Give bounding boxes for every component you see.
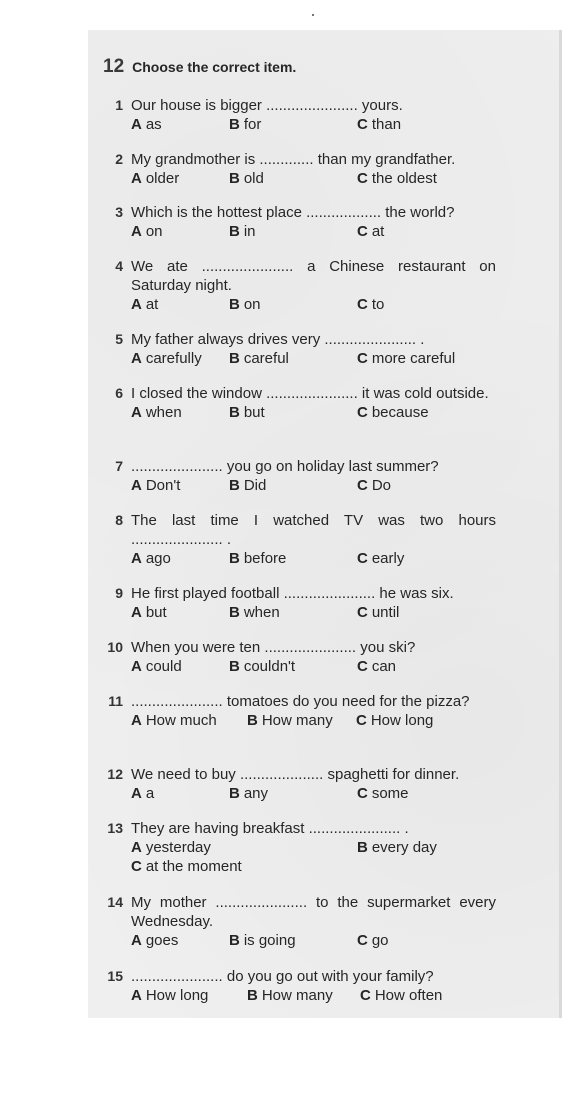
answer-options [131,784,496,804]
question-item [96,384,496,423]
option-b[interactable]: B old [229,170,264,187]
question-text: He first played football ...................... he was six. [131,585,454,602]
option-b[interactable]: B on [229,296,261,313]
question-text: I closed the window ...................... it was cold outside. [131,385,489,402]
option-c[interactable]: C go [357,932,389,949]
question-item [96,967,496,1006]
option-c[interactable]: C more careful [357,350,456,367]
option-c[interactable]: C Do [357,477,392,494]
answer-options [131,476,496,496]
answer-options [131,295,496,315]
option-a[interactable]: A but [131,604,167,621]
option-a[interactable]: A at [131,296,159,313]
question-number: 10 [107,639,123,655]
option-b[interactable]: B when [229,604,280,621]
answer-options [131,549,496,569]
question-number: 3 [115,204,123,220]
answer-options [131,115,496,135]
exercise-instruction: Choose the correct item. [132,59,297,75]
option-c[interactable]: C the oldest [357,170,437,187]
answer-options [131,603,496,623]
question-number: 5 [115,331,123,347]
question-item [96,511,496,569]
option-c[interactable]: C How often [360,987,443,1004]
question-number: 11 [108,693,123,709]
exercise-number: 12 [103,56,125,77]
option-c[interactable]: C can [357,658,397,675]
question-item [96,96,496,135]
question-number: 12 [107,766,123,782]
question-item [96,330,496,369]
option-b[interactable]: B How many [247,712,333,729]
question-item [96,692,496,731]
question-text: ...................... tomatoes do you need for the pizza? [131,693,470,710]
option-a[interactable]: A as [131,116,162,133]
option-a[interactable]: A Don't [131,477,181,494]
question-text: ...................... you go on holiday last summer? [131,458,439,475]
question-text: We ate ...................... a Chinese restaurant on Saturday night. [131,258,496,294]
option-b[interactable]: B any [229,785,269,802]
option-a[interactable]: A when [131,404,182,421]
exercise-header [103,56,296,78]
answer-options [131,838,496,877]
question-text: They are having breakfast ...................... . [131,820,409,837]
option-b[interactable]: B but [229,404,265,421]
option-b[interactable]: B Did [229,477,267,494]
option-a[interactable]: A How long [131,987,209,1004]
question-text: Our house is bigger ...................... yours. [131,97,403,114]
question-number: 4 [115,258,123,274]
page-edge [559,30,562,1018]
question-item [96,257,496,315]
question-item [96,638,496,677]
question-item [96,150,496,189]
question-number: 8 [115,512,123,528]
option-c[interactable]: C How long [356,712,434,729]
option-b[interactable]: B couldn't [229,658,296,675]
question-item [96,203,496,242]
answer-options [131,169,496,189]
answer-options [131,403,496,423]
question-text: The last time I watched TV was two hours ...................... . [131,512,496,548]
answer-options [131,986,496,1006]
question-number: 6 [115,385,123,401]
option-a[interactable]: A How much [131,712,217,729]
question-text: Which is the hottest place .................. the world? [131,204,455,221]
option-c[interactable]: C because [357,404,429,421]
option-c[interactable]: C early [357,550,405,567]
question-item [96,584,496,623]
question-text: ...................... do you go out with your family? [131,968,434,985]
option-b[interactable]: B for [229,116,262,133]
option-c[interactable]: C to [357,296,385,313]
option-a[interactable]: A older [131,170,180,187]
answer-options [131,349,496,369]
option-a[interactable]: A yesterday [131,839,211,856]
answer-options [131,222,496,242]
question-number: 7 [115,458,123,474]
option-a[interactable]: A carefully [131,350,202,367]
answer-options [131,711,496,731]
option-a[interactable]: A a [131,785,155,802]
question-number: 13 [107,820,123,836]
question-text: When you were ten ...................... you ski? [131,639,416,656]
question-text: My mother ...................... to the supermarket every Wednesday. [131,894,496,930]
option-b[interactable]: B How many [247,987,333,1004]
scan-speck [312,14,314,16]
option-b[interactable]: B before [229,550,287,567]
option-c[interactable]: C at the moment [131,858,242,875]
question-number: 14 [107,894,123,910]
question-item [96,765,496,804]
question-item [96,893,496,951]
question-text: My grandmother is ............. than my grandfather. [131,151,456,168]
option-b[interactable]: B in [229,223,256,240]
question-item [96,819,496,877]
option-a[interactable]: A goes [131,932,179,949]
option-c[interactable]: C than [357,116,402,133]
option-b[interactable]: B careful [229,350,289,367]
option-c[interactable]: C at [357,223,385,240]
option-a[interactable]: A ago [131,550,171,567]
option-b[interactable]: B is going [229,932,296,949]
option-b[interactable]: B every day [357,839,437,856]
question-number: 15 [107,968,123,984]
question-number: 2 [115,151,123,167]
question-text: My father always drives very ...................... . [131,331,425,348]
answer-options [131,657,496,677]
option-c[interactable]: C until [357,604,400,621]
question-text: We need to buy .................... spaghetti for dinner. [131,766,460,783]
option-c[interactable]: C some [357,785,409,802]
question-number: 9 [115,585,123,601]
option-a[interactable]: A on [131,223,163,240]
answer-options [131,931,496,951]
option-a[interactable]: A could [131,658,182,675]
question-number: 1 [115,97,123,113]
question-item [96,457,496,496]
